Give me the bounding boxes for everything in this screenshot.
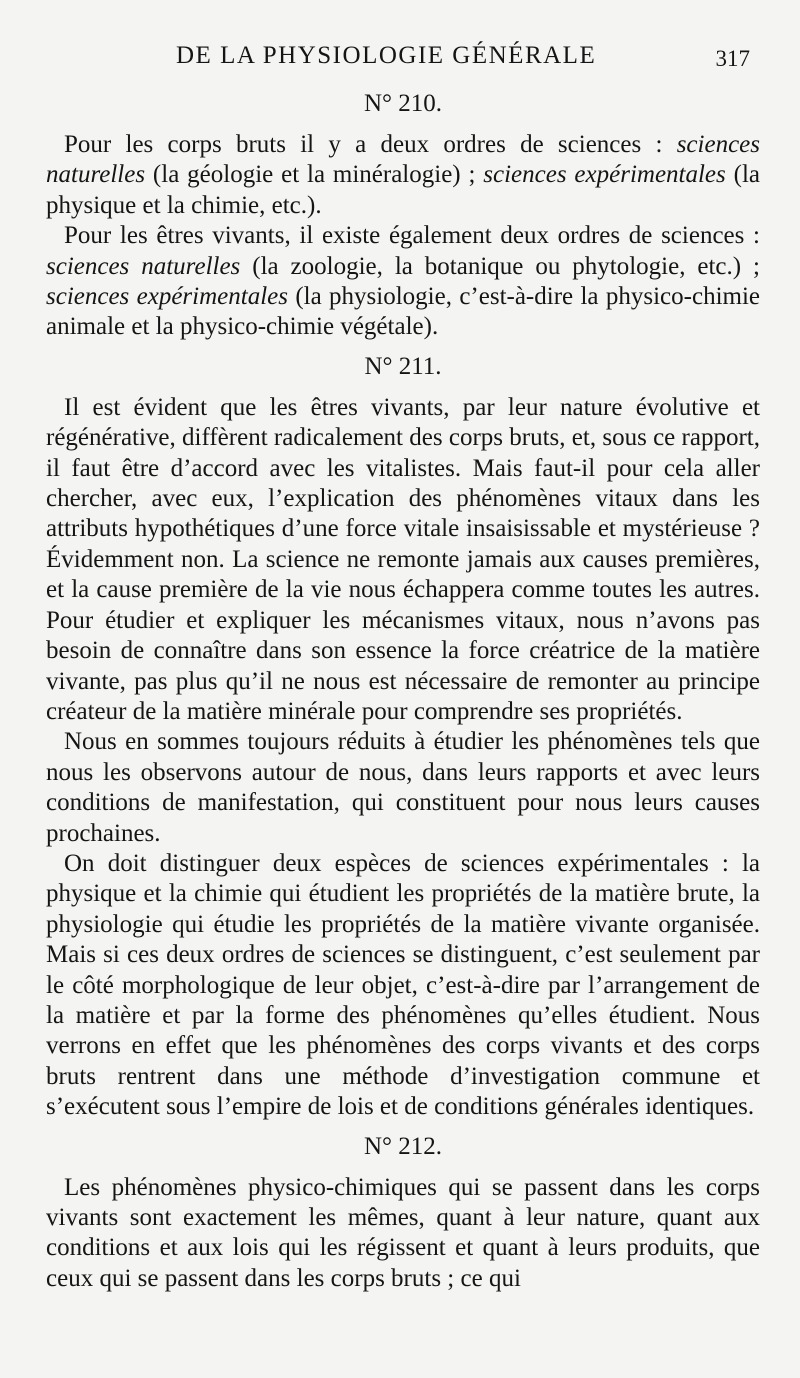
paragraph <box>46 727 760 849</box>
italic-term: sciences naturelles <box>46 131 760 189</box>
paragraph <box>46 221 760 343</box>
paragraph <box>46 1173 760 1295</box>
body-text <box>46 86 760 1294</box>
text-run: Pour les êtres vivants, il existe également deux ordres de sciences : <box>64 222 760 250</box>
italic-term: sciences naturelles <box>46 252 241 280</box>
text-run: (la physique et la chimie, etc.). <box>46 161 760 219</box>
text-run: On doit distinguer deux espèces de sciences expérimentales : la physique et la chimie qui étudient les propriétés de la matière brute, la physiologie qui étudie les propriétés de la matière vivante organisée. Mais si ces deux ordres de sciences se distinguent, c’est seulement par le côté morphologique de leur objet, c’est-à-dire par l’arrangement de la matière et par la forme des phénomènes qu’elles étudient. Nous verrons en effet que les phénomènes des corps vivants et des corps bruts rentrent dans une méthode d’investigation commune et s’exécutent sous l’empire de lois et de conditions générales identiques. <box>46 849 760 1121</box>
text-run: Nous en sommes toujours réduits à étudier les phénomènes tels que nous les observons autour de nous, dans leurs rapports et avec leurs conditions de manifestation, qui constituent pour nous leurs causes prochaines. <box>46 728 760 847</box>
paragraph <box>46 393 760 727</box>
text-run: Il est évident que les êtres vivants, par leur nature évolutive et régénérative, diffèrent radicalement des corps bruts, et, sous ce rapport, il faut être d’accord avec les vitalistes. Mais faut-il pour cela aller chercher, avec eux, l’explication des phénomènes vitaux dans les attributs hypothétiques d’une force vitale insaisissable et mystérieuse ? Évidemment non. La science ne remonte jamais aux causes premières, et la cause première de la vie nous échappera comme toutes les autres. Pour étudier et expliquer les mécanismes vitaux, nous n’avons pas besoin de connaître dans son essence la force créatrice de la matière vivante, pas plus qu’il ne nous est nécessaire de remonter au principe créateur de la matière minérale pour comprendre ses propriétés. <box>46 393 760 725</box>
italic-term: sciences expérimentales <box>46 283 288 311</box>
italic-term: sciences expérimentales <box>483 161 726 189</box>
text-run: Les phénomènes physico-chimiques qui se passent dans les corps vivants sont exactement les mêmes, quant à leur nature, quant aux conditions et aux lois qui les régissent et quant à leurs produits, que ceux qui se passent dans les corps bruts ; ce qui <box>46 1173 760 1292</box>
section-number: N° 212. <box>363 1132 443 1160</box>
section-number: N° 210. <box>363 90 443 117</box>
page-number: 317 <box>715 46 750 71</box>
text-run: (la zoologie, la botanique ou phytologie, etc.) ; <box>240 252 760 280</box>
paragraph <box>46 130 760 221</box>
running-title: DE LA PHYSIOLOGIE GÉNÉRALE <box>176 42 597 69</box>
section-number: N° 211. <box>364 352 442 380</box>
text-run: Pour les corps bruts il y a deux ordres de sciences : <box>64 131 677 158</box>
text-run: (la physiologie, c’est-à-dire la physico-chimie animale et la physico-chimie végétale). <box>46 283 760 341</box>
text-run: (la géologie et la minéralogie) ; <box>145 161 484 189</box>
page-header <box>46 28 760 80</box>
paragraph <box>46 849 760 1123</box>
